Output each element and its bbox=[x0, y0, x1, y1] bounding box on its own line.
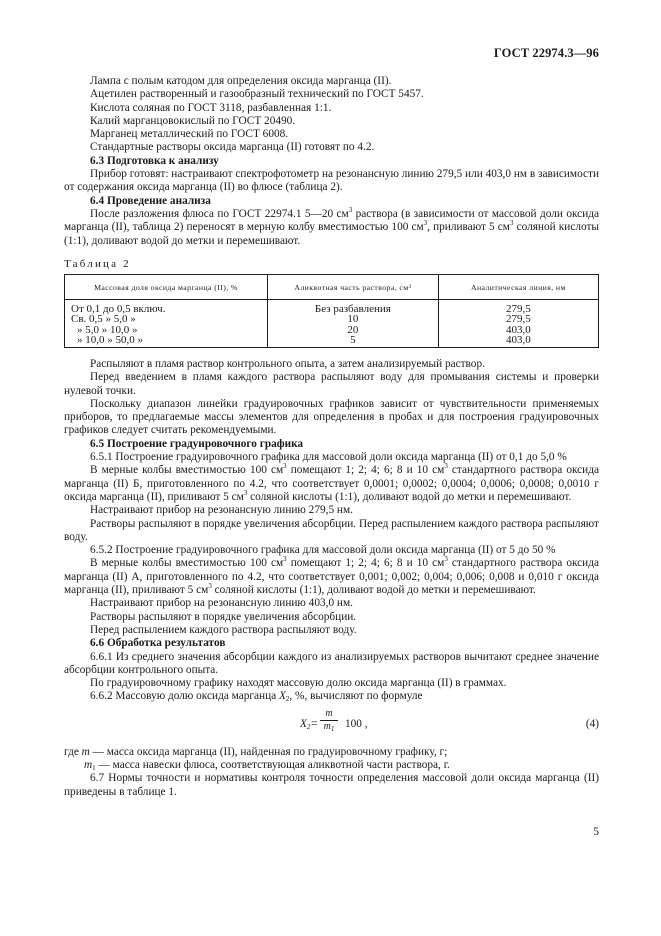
table-cell: Без разбавления bbox=[267, 300, 438, 315]
legend-line: где m — масса оксида марганца (II), найденная по градуировочному графику, г; bbox=[64, 745, 448, 758]
page-content bbox=[64, 75, 599, 799]
subsection-6-6-2: 6.6.2 Массовую долю оксида марганца $X_2$, %, вычисляют по формуле bbox=[90, 690, 423, 704]
table-row bbox=[65, 300, 599, 315]
reagent-line: Ацетилен растворенный и газообразный технический по ГОСТ 5457. bbox=[90, 88, 424, 101]
section-heading-6-5: 6.5 Построение градуировочного графика bbox=[90, 437, 304, 450]
table-cell: 403,0 bbox=[438, 325, 598, 335]
formula-number: (4) bbox=[585, 717, 599, 730]
section-6-4-text: После разложения флюса по ГОСТ 22974.1 5—20 $см^3$ раствора (в зависимости от массовой доли оксида марганца (II), таблица 2) переносят в мерную колбу вместимостью 100 $см^3$, приливают 5 $см^3$ соляной кислоты (1:1), доливают водой до метки и перемешивают. bbox=[64, 205, 600, 247]
paragraph: Перед введением в пламя каждого раствора распыляют воду для промывания системы и проверки нулевой точки. bbox=[64, 371, 599, 397]
paragraph: В мерные колбы вместимостью 100 $см^3$ помещают 1; 2; 4; 6; 8 и 10 $см^3$ стандартного раствора оксида марганца (II) А, приготовленного по 4.2, что соответствует 0,001; 0,002; 0,004; 0,006; 0,008 и 0,010 г оксида марганца (II), приливают 5 $см^3$ соляной кислоты (1:1), доливают водой до метки и перемешивают. bbox=[64, 555, 599, 597]
table-cell: От 0,1 до 0,5 включ. bbox=[65, 300, 268, 315]
reagent-line: Калий марганцовокислый по ГОСТ 20490. bbox=[90, 114, 296, 127]
legend-line: $m_1$ — масса навески флюса, соответствующая аликвотной части раствора, г. bbox=[84, 758, 450, 772]
subsection-6-5-1: 6.5.1 Построение градуировочного графика для массовой доли оксида марганца (II) от 0,1 до 5,0 % bbox=[90, 451, 567, 464]
reagent-line: Марганец металлический по ГОСТ 6008. bbox=[90, 128, 289, 141]
paragraph: Растворы распыляют в порядке увеличения абсорбции. bbox=[90, 610, 357, 623]
formula-denominator: $m_1$ bbox=[323, 720, 335, 733]
table-2 bbox=[64, 274, 599, 348]
reagent-line: Лампа с полым катодом для определения оксида марганца (II). bbox=[90, 75, 392, 87]
page-number: 5 bbox=[593, 826, 599, 838]
paragraph: Настраивают прибор на резонансную линию 403,0 нм. bbox=[90, 597, 353, 610]
formula-4 bbox=[64, 708, 599, 740]
paragraph: Настраивают прибор на резонансную линию 279,5 нм. bbox=[90, 504, 353, 517]
formula-multiplier: 100 , bbox=[345, 717, 368, 730]
table-cell: » 5,0 » 10,0 » bbox=[65, 325, 268, 335]
reagent-line: Стандартные растворы оксида марганца (II) готовят по 4.2. bbox=[90, 141, 375, 154]
table-cell: 10 bbox=[267, 314, 438, 324]
table-cell: Св. 0,5 » 5,0 » bbox=[65, 314, 268, 324]
paragraph: Растворы распыляют в порядке увеличения абсорбции. Перед распылением каждого раствора распыляют воду. bbox=[64, 517, 599, 543]
table-row bbox=[65, 335, 599, 348]
table-cell: 279,5 bbox=[438, 300, 598, 315]
section-6-3-text: Прибор готовят: настраивают спектрофотометр на резонансную линию 279,5 или 403,0 нм в зависимости от содержания оксида марганца (II) во флюсе (таблица 2). bbox=[64, 168, 599, 194]
section-6-7: 6.7 Нормы точности и нормативы контроля точности определения массовой доли оксида марганца (II) приведены в таблице 1. bbox=[64, 772, 599, 798]
table-header-cell: Аликвотная часть раствора, см³ bbox=[267, 275, 438, 300]
formula-lhs: $X_2=$ bbox=[300, 717, 319, 731]
paragraph: Поскольку диапазон линейки градуировочных графиков зависит от чувствительности применяемых приборов, то предлагаемые массы элементов для определения в пробах и для построения градуировочных графиков следует считать рекомендуемыми. bbox=[64, 397, 599, 437]
subsection-6-6-1: 6.6.1 Из среднего значения абсорбции каждого из анализируемых растворов вычитают среднее значение абсорбции контрольного опыта. bbox=[64, 650, 599, 676]
formula-numerator: m bbox=[320, 708, 338, 721]
table-cell: 279,5 bbox=[438, 314, 598, 324]
formula-fraction bbox=[320, 708, 338, 733]
paragraph: Перед распылением каждого раствора распыляют воду. bbox=[90, 623, 357, 636]
standard-code-header: ГОСТ 22974.3—96 bbox=[493, 46, 599, 60]
paragraph: По градуировочному графику находят массовую долю оксида марганца (II) в граммах. bbox=[90, 677, 507, 690]
table-header-row bbox=[65, 275, 599, 300]
table-cell: 5 bbox=[267, 335, 438, 348]
table-cell: 20 bbox=[267, 325, 438, 335]
paragraph: Распыляют в пламя раствор контрольного опыта, а затем анализируемый раствор. bbox=[90, 357, 485, 370]
table-header-cell: Аналитическая линия, нм bbox=[438, 275, 598, 300]
section-heading-6-6: 6.6 Обработка результатов bbox=[90, 637, 226, 650]
subsection-6-5-2: 6.5.2 Построение градуировочного графика для массовой доли оксида марганца (II) от 5 до 50 % bbox=[90, 544, 556, 557]
table-caption: Таблица 2 bbox=[64, 257, 131, 270]
table-header-cell: Массовая доля оксида марганца (II), % bbox=[65, 275, 268, 300]
section-heading-6-4: 6.4 Проведение анализа bbox=[90, 194, 211, 207]
section-heading-6-3: 6.3 Подготовка к анализу bbox=[90, 154, 219, 167]
table-cell: 403,0 bbox=[438, 335, 598, 348]
table-cell: » 10,0 » 50,0 » bbox=[65, 335, 268, 348]
paragraph: В мерные колбы вместимостью 100 $см^3$ помещают 1; 2; 4; 6; 8 и 10 $см^3$ стандартного раствора оксида марганца (II) Б, приготовленного по 4.2, что соответствует 0,0001; 0,0002; 0,0004; 0,0006; 0,0008; 0,0010 г оксида марганца (II), приливают 5 $см^3$ соляной кислоты (1:1), доливают водой до метки и перемешивают. bbox=[64, 462, 599, 503]
reagent-line: Кислота соляная по ГОСТ 3118, разбавленная 1:1. bbox=[90, 101, 332, 114]
